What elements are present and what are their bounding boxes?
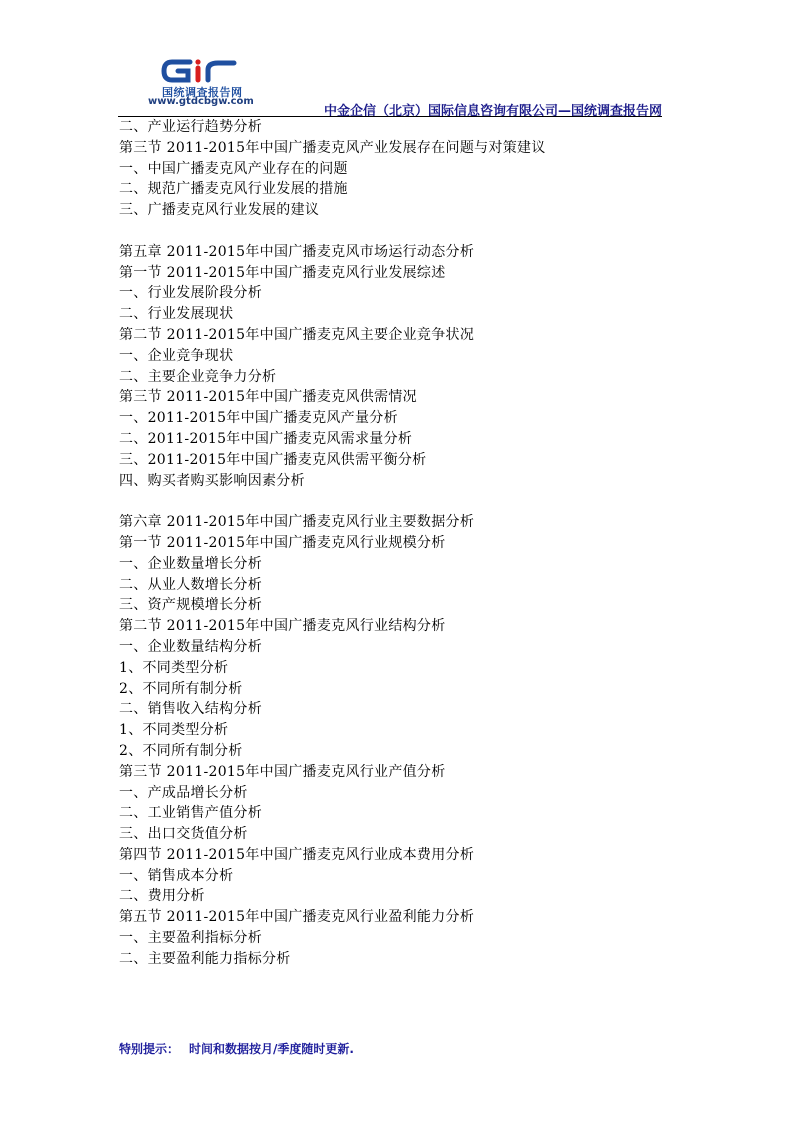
toc-chapter-heading: 第六章 2011-2015年中国广播麦克风行业主要数据分析 — [119, 514, 475, 531]
toc-section-heading: 第二节 2011-2015年中国广播麦克风行业结构分析 — [119, 618, 446, 635]
toc-section-heading: 第一节 2011-2015年中国广播麦克风行业发展综述 — [119, 264, 446, 281]
toc-chapter-heading: 第五章 2011-2015年中国广播麦克风市场运行动态分析 — [119, 243, 475, 260]
toc-line: 三、出口交货值分析 — [119, 826, 248, 843]
toc-line: 四、购买者购买影响因素分析 — [119, 472, 305, 489]
notice-label: 特别提示： — [119, 1042, 180, 1056]
toc-line: 三、广播麦克风行业发展的建议 — [119, 202, 320, 219]
toc-line: 2、不同所有制分析 — [119, 680, 243, 697]
toc-line: 二、行业发展现状 — [119, 306, 234, 323]
toc-line: 一、行业发展阶段分析 — [119, 285, 262, 302]
company-name: 中金企信（北京）国际信息咨询有限公司—国统调查报告网 — [323, 104, 662, 119]
toc-line: 一、中国广播麦克风产业存在的问题 — [119, 160, 348, 177]
toc-line: 二、销售收入结构分析 — [119, 701, 262, 718]
toc-line: 二、产业运行趋势分析 — [119, 119, 262, 135]
toc-section-heading: 第四节 2011-2015年中国广播麦克风行业成本费用分析 — [119, 846, 475, 863]
toc-line: 二、从业人数增长分析 — [119, 576, 262, 593]
toc-section-heading: 第三节 2011-2015年中国广播麦克风行业产值分析 — [119, 763, 446, 780]
toc-line: 一、销售成本分析 — [119, 867, 234, 884]
toc-section-heading: 第一节 2011-2015年中国广播麦克风行业规模分析 — [119, 534, 446, 551]
logo-mark-icon — [160, 58, 240, 86]
notice-text: 时间和数据按月/季度随时更新. — [189, 1042, 354, 1056]
toc-line: 一、主要盈利指标分析 — [119, 930, 262, 947]
toc-line: 二、工业销售产值分析 — [119, 805, 262, 822]
toc-line: 一、企业数量结构分析 — [119, 638, 262, 655]
toc-line: 一、2011-2015年中国广播麦克风产量分析 — [119, 410, 398, 427]
toc-line: 一、企业竞争现状 — [119, 347, 234, 364]
toc-line: 一、产成品增长分析 — [119, 784, 248, 801]
toc-line: 一、企业数量增长分析 — [119, 555, 262, 572]
toc-section-heading: 第五节 2011-2015年中国广播麦克风行业盈利能力分析 — [119, 909, 475, 926]
toc-line: 三、资产规模增长分析 — [119, 597, 262, 614]
toc-section-heading: 第三节 2011-2015年中国广播麦克风供需情况 — [119, 389, 417, 406]
toc-spacer — [119, 221, 679, 242]
logo-title: 国统调查报告网 — [162, 86, 243, 99]
toc-line: 三、2011-2015年中国广播麦克风供需平衡分析 — [119, 451, 427, 468]
toc-spacer — [119, 491, 679, 512]
toc-line: 二、费用分析 — [119, 888, 205, 905]
toc-line: 二、规范广播麦克风行业发展的措施 — [119, 181, 348, 198]
table-of-contents — [119, 117, 679, 970]
toc-line: 1、不同类型分析 — [119, 659, 229, 676]
update-notice — [119, 1040, 354, 1057]
toc-line: 1、不同类型分析 — [119, 722, 229, 739]
page-header — [118, 58, 662, 118]
toc-section-heading: 第二节 2011-2015年中国广播麦克风主要企业竞争状况 — [119, 326, 475, 343]
toc-line: 二、主要盈利能力指标分析 — [119, 950, 291, 967]
toc-line: 2、不同所有制分析 — [119, 742, 243, 759]
toc-section-heading: 第三节 2011-2015年中国广播麦克风产业发展存在问题与对策建议 — [119, 139, 546, 156]
logo — [148, 58, 260, 108]
toc-line: 二、主要企业竞争力分析 — [119, 368, 277, 385]
toc-line: 二、2011-2015年中国广播麦克风需求量分析 — [119, 430, 413, 447]
logo-url: www.gtdcbgw.com — [148, 96, 254, 107]
